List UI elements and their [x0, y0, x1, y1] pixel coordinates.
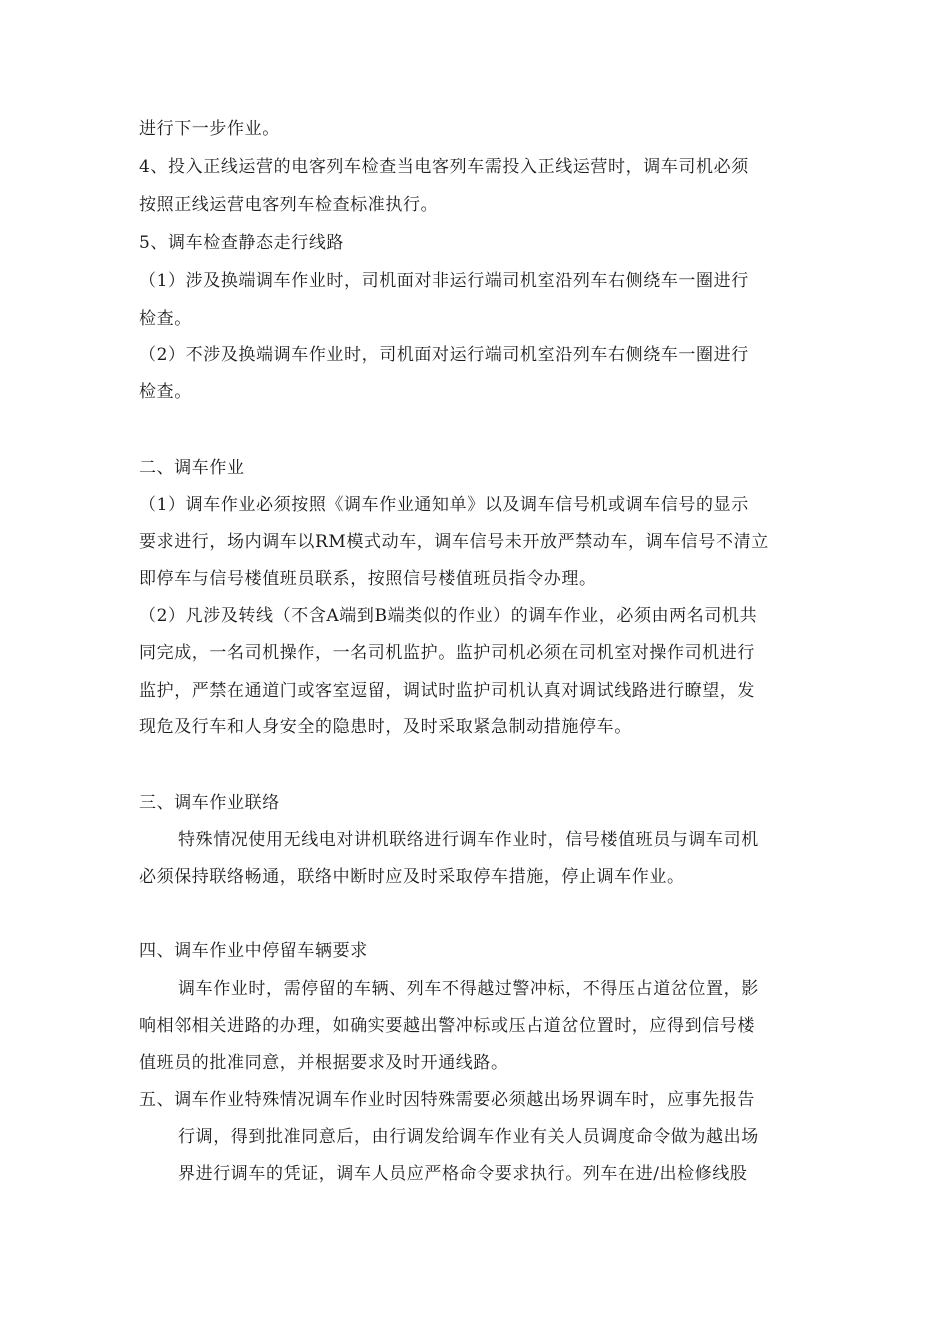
text-line: 界进行调车的凭证，调车人员应严格命令要求执行。列车在进/出检修线股 [178, 1164, 748, 1184]
text-line: 值班员的批准同意，并根据要求及时开通线路。 [139, 1053, 509, 1073]
text-line: 同完成，一名司机操作，一名司机监护。监护司机必须在司机室对操作司机进行 [139, 643, 755, 663]
text-line: 要求进行，场内调车以RM模式动车，调车信号未开放严禁动车，调车信号不清立 [139, 532, 769, 552]
text-line: 特殊情况使用无线电对讲机联络进行调车作业时，信号楼值班员与调车司机 [178, 830, 759, 850]
text-line: 现危及行车和人身安全的隐患时，及时采取紧急制动措施停车。 [139, 717, 632, 737]
text-line: 行调，得到批准同意后，由行调发给调车作业有关人员调度命令做为越出场 [178, 1127, 759, 1147]
text-line: 按照正线运营电客列车检查标准执行。 [139, 195, 439, 215]
text-line: （2）不涉及换端调车作业时，司机面对运行端司机室沿列车右侧绕车一圈进行 [139, 345, 749, 365]
text-line: （1）调车作业必须按照《调车作业通知单》以及调车信号机或调车信号的显示 [139, 495, 749, 515]
text-line: 响相邻相关进路的办理，如确实要越出警冲标或压占道岔位置时，应得到信号楼 [139, 1016, 755, 1036]
text-line: 即停车与信号楼值班员联系，按照信号楼值班员指令办理。 [139, 569, 597, 589]
text-line: 检查。 [139, 309, 192, 329]
text-line: （2）凡涉及转线（不含A端到B端类似的作业）的调车作业，必须由两名司机共 [139, 606, 758, 626]
text-line: 必须保持联络畅通，联络中断时应及时采取停车措施，停止调车作业。 [139, 867, 685, 887]
section-heading: 5、调车检查静态走行线路 [139, 233, 345, 253]
section-heading: 二、调车作业 [139, 458, 245, 478]
section-heading: 三、调车作业联络 [139, 793, 280, 813]
section-heading: 五、调车作业特殊情况调车作业时因特殊需要必须越出场界调车时，应事先报告 [139, 1090, 755, 1110]
text-line: 调车作业时，需停留的车辆、列车不得越过警冲标，不得压占道岔位置，影 [178, 979, 759, 999]
text-line: 4、投入正线运营的电客列车检查当电客列车需投入正线运营时，调车司机必须 [139, 157, 749, 177]
text-line: 检查。 [139, 382, 192, 402]
text-line: 监护，严禁在通道门或客室逗留，调试时监护司机认真对调试线路进行瞭望，发 [139, 681, 755, 701]
text-line: 进行下一步作业。 [139, 119, 280, 139]
section-heading: 四、调车作业中停留车辆要求 [139, 941, 368, 961]
text-line: （1）涉及换端调车作业时，司机面对非运行端司机室沿列车右侧绕车一圈进行 [139, 271, 749, 291]
